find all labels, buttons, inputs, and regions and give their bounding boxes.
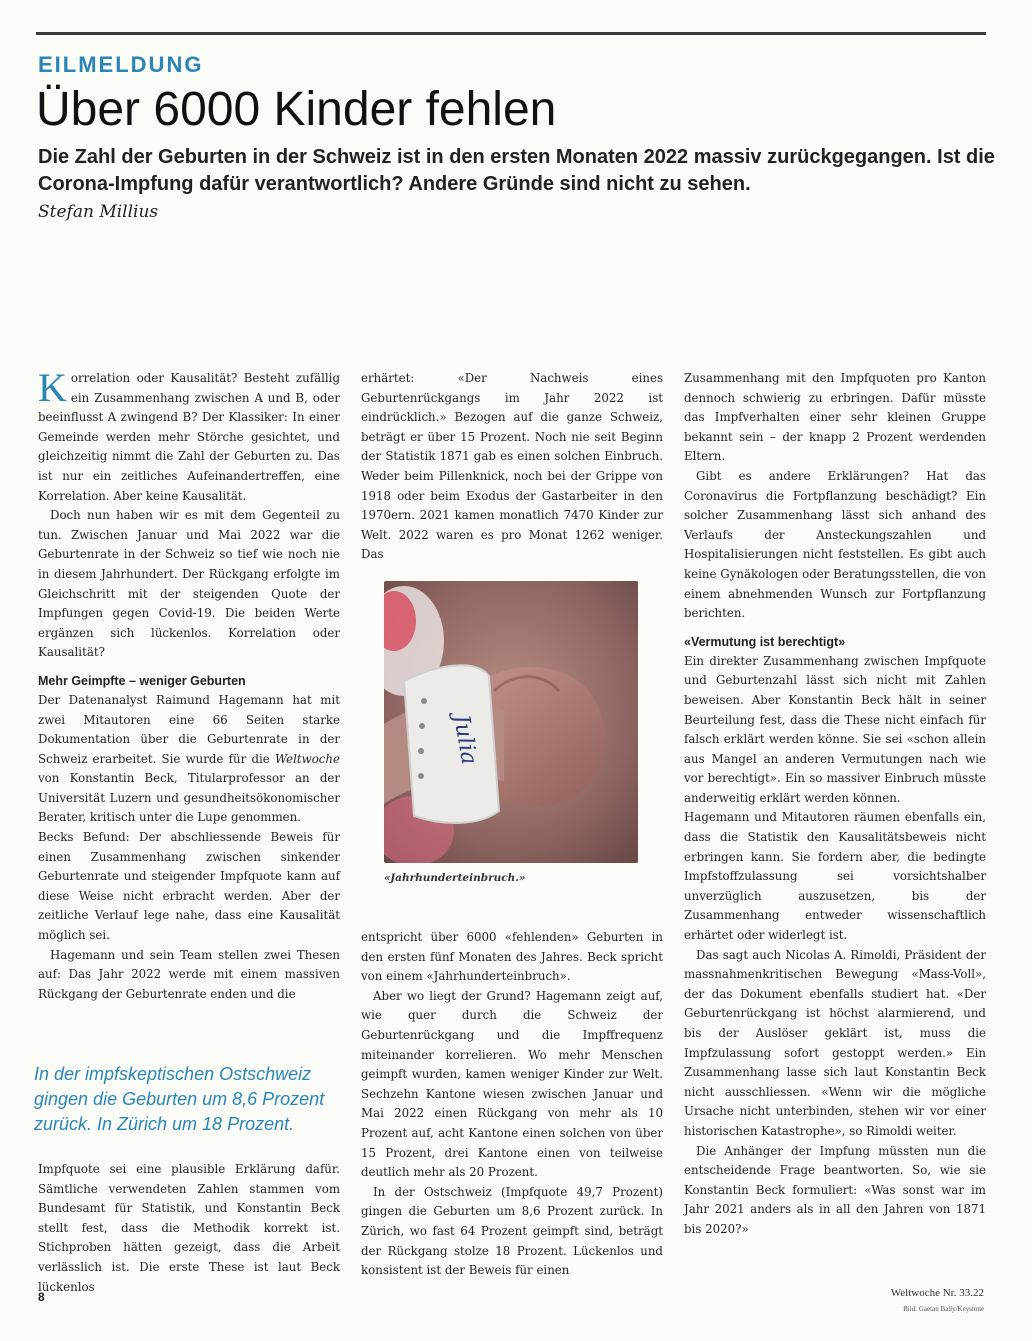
photo-caption: «Jahrhunderteinbruch.»	[384, 872, 526, 884]
paragraph: In der Ostschweiz (Impfquote 49,7 Prozent) gingen die Geburten um 8,6 Prozent zurück. In Zürich, wo fast 64 Prozent geimpft sind, beträgt der Rückgang stolze 18 Prozent. Lückenlos und konsistent ist der Beweis für einen	[361, 1184, 663, 1278]
column-2-continued	[361, 928, 663, 1281]
wristband-text: Julia	[448, 712, 482, 767]
pull-quote: In der impfskeptischen Ostschweiz gingen die Geburten um 8,6 Prozent zurück. In Zürich um 18 Prozent.	[34, 1064, 325, 1134]
paragraph: entspricht über 6000 «fehlenden» Geburten in den ersten fünf Monaten des Jahres. Beck spricht von einem «Jahrhunderteinbruch».	[361, 930, 663, 984]
paragraph: Zusammenhang mit den Impfquoten pro Kanton dennoch schwierig zu erbringen. Dafür müsste das Impfverhalten einer sehr kleinen Gruppe bekannt sein – der knapp 2 Prozent werdenden Eltern.	[684, 371, 986, 464]
paragraph: Hagemann und sein Team stellen zwei Thesen auf: Das Jahr 2022 werde mit einem massiven Rückgang der Geburtenrate enden und die	[38, 947, 340, 1001]
paragraph: Der Datenanalyst Raimund Hagemann hat mit zwei Mitautoren eine 66 Seiten starke Dokumentation über die Geburtenrate in der Schweiz erarbeitet. Sie wurde für die Weltwoche von Konstantin Beck, Titularprofessor an der Universität Luzern und gesundheitsökonomischer Berater, kritisch unter die Lupe genommen.	[38, 692, 340, 825]
author-byline: Stefan Millius	[38, 202, 159, 222]
paragraph: Gibt es andere Erklärungen? Hat das Coronavirus die Fortpflanzung beschädigt? Ein solcher Zusammenhang lässt sich anhand des Verlaufs der Ansteckungszahlen und Hospitalisierungen nicht feststellen. Es gibt auch keine Gynäkologen oder Beratungsstellen, die von einem abnehmenden Wunsch zur Fortpflanzung berichten.	[684, 468, 986, 621]
paragraph: Ein direkter Zusammenhang zwischen Impfquote und Geburtenzahl lässt sich nicht mit Zahlen beweisen. Aber Konstantin Beck hält in seiner Beurteilung fest, dass die These nicht einfach für falsch erklärt werden könne. Sie sei «schon allein aus Mangel an anderen Vermutungen nach wie vor berechtigt». Ein so massiver Einbruch müsste anderweitig erklärt werden können.	[684, 653, 986, 805]
column-1	[38, 365, 340, 1004]
photo-credit: Bild: Gaetan Bally/Keystone	[903, 1305, 984, 1313]
paragraph: Aber wo liegt der Grund? Hagemann zeigt auf, wie quer durch die Schweiz der Geburtenrückgang und die Impffrequenz miteinander korrelieren. Wo mehr Menschen geimpft wurden, kamen weniger Kinder zur Welt. Sechzehn Kantone wiesen zwischen Januar und Mai 2022 einen Rückgang von mehr als 10 Prozent auf, acht Kantone einen solchen von über 15 Prozent, drei Kantone einen von teilweise deutlich mehr als 20 Prozent.	[361, 988, 663, 1180]
headline: Über 6000 Kinder fehlen	[36, 83, 557, 136]
paragraph: Becks Befund: Der abschliessende Beweis für einen Zusammenhang zwischen sinkender Geburtenrate und steigender Impfquote kann auf diese Weise nicht erbracht werden. Aber der zeitliche Verlauf lege nahe, dass eine Kausalität möglich sei.	[38, 830, 340, 943]
newborn-wristband-photo	[384, 581, 638, 863]
column-1-continued	[38, 1160, 340, 1297]
issue-label: Weltwoche Nr. 33.22	[890, 1287, 984, 1299]
paragraph: Die Anhänger der Impfung müssten nun die entscheidende Frage beantworten. So, wie sie Konstantin Beck formuliert: «Was sonst war im Jahr 2021 anders als in all den Jahren von 1871 bis 2020?»	[684, 1143, 986, 1236]
paragraph: Korrelation oder Kausalität? Besteht zufällig ein Zusammenhang zwischen A und B, oder beeinflusst A zwingend B? Der Klassiker: In einer Gemeinde werden mehr Störche gesichtet, und gleichzeitig nimmt die Zahl der Geburten zu. Das ist nur ein zeitliches Aufeinandertreffen, eine Korrelation. Aber keine Kausalität.	[38, 365, 340, 503]
dropcap: K	[38, 365, 67, 410]
subheading: Mehr Geimpfte – weniger Geburten	[38, 673, 246, 688]
lead-text: Die Zahl der Geburten in der Schweiz ist in den ersten Monaten 2022 massiv zurückgegangen. Ist die Corona-Impfung dafür verantwortlich? Andere Gründe sind nicht zu sehen.	[38, 146, 995, 195]
subheading: «Vermutung ist berechtigt»	[684, 634, 846, 649]
column-3	[684, 369, 986, 1240]
column-2	[361, 369, 663, 565]
kicker: EILMELDUNG	[38, 52, 204, 77]
paragraph: Das sagt auch Nicolas A. Rimoldi, Präsident der massnahmenkritischen Bewegung «Mass-Voll», der das Dokument ebenfalls studiert hat. «Der Geburtenrückgang ist höchst alarmierend, und bis der Auslöser geklärt ist, muss die Impfzulassung sofort gestoppt werden.» Ein Zusammenhang lasse sich laut Konstantin Beck nicht ausschliessen. «Wenn wir die mögliche Ursache nicht unterbinden, stehen wir vor einer historischen Katastrophe», so Rimoldi weiter.	[684, 947, 986, 1138]
paragraph: erhärtet: «Der Nachweis eines Geburtenrückgangs im Jahr 2022 ist eindrücklich.» Bezogen auf die ganze Schweiz, beträgt er über 15 Prozent. Noch nie seit Beginn der Statistik 1871 gab es einen solchen Einbruch. Weder beim Pillenknick, noch bei der Grippe von 1918 oder beim Exodus der Gastarbeiter in den 1970ern. 2021 kamen monatlich 7470 Kinder zur Welt. 2022 waren es pro Monat 1262 weniger. Das	[361, 371, 663, 562]
page-number: 8	[38, 1290, 45, 1304]
paragraph: Doch nun haben wir es mit dem Gegenteil zu tun. Zwischen Januar und Mai 2022 war die Geburtenrate in der Schweiz so tief wie noch nie in diesem Jahrhundert. Der Rückgang erfolgte im Gleichschritt mit der steigenden Quote der Impfungen gegen Covid-19. Die beiden Werte ergänzen sich lückenlos. Korrelation oder Kausalität?	[38, 508, 340, 660]
paragraph: Impfquote sei eine plausible Erklärung dafür. Sämtliche verwendeten Zahlen stammen vom Bundesamt für Statistik, und Konstantin Beck stellt fest, dass die Methodik korrekt ist. Stichproben hätten gezeigt, dass die Arbeit verlässlich ist. Die erste These ist laut Beck lückenlos	[38, 1162, 340, 1294]
paragraph: Hagemann und Mitautoren räumen ebenfalls ein, dass die Statistik den Kausalitätsbeweis nicht erbringen kann. Sie fordern aber, die bedingte Impfstoffzulassung sei vorsichtshalber unverzüglich auszusetzen, bis der Zusammenhang entweder wissenschaftlich erhärtet oder widerlegt ist.	[684, 810, 986, 943]
top-rule	[36, 32, 986, 35]
